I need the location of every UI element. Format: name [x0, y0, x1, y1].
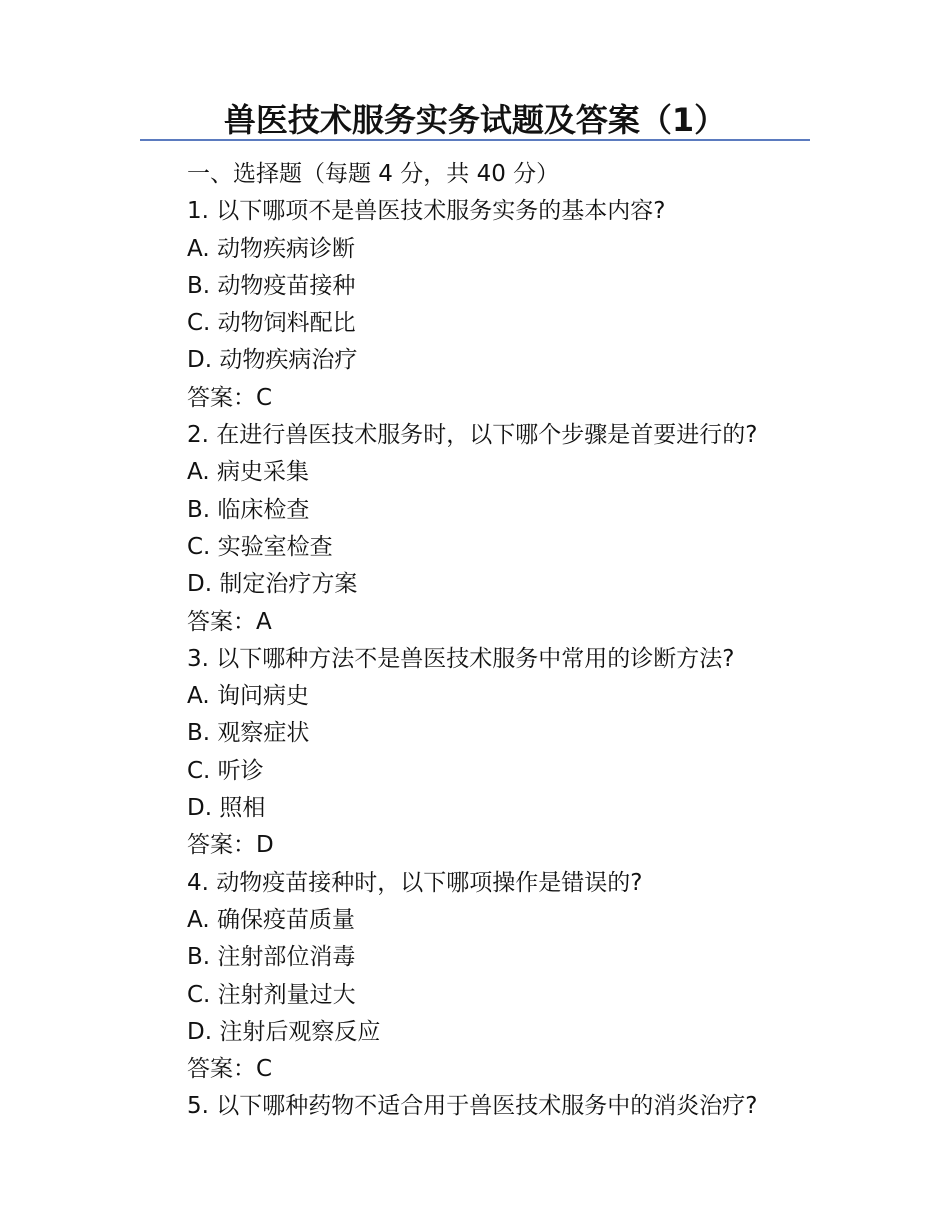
- question-text: 1. 以下哪项不是兽医技术服务实务的基本内容?: [187, 198, 666, 225]
- option-c: C. 听诊: [187, 757, 264, 784]
- answer-text: 答案：A: [187, 608, 272, 635]
- option-d: D. 照相: [187, 795, 266, 822]
- answer-text: 答案：D: [187, 832, 274, 859]
- document-title: 兽医技术服务实务试题及答案（1）: [223, 101, 727, 139]
- option-d: D. 动物疾病治疗: [187, 347, 358, 374]
- question-block: [187, 865, 827, 1089]
- option-b: B. 注射部位消毒: [187, 944, 356, 971]
- question-text: 3. 以下哪种方法不是兽医技术服务中常用的诊断方法?: [187, 645, 735, 672]
- section-heading: 一、选择题（每题 4 分，共 40 分）: [187, 161, 560, 187]
- option-c: C. 注射剂量过大: [187, 981, 356, 1008]
- question-block: [187, 193, 827, 417]
- question-block: [187, 641, 827, 865]
- option-a: A. 动物疾病诊断: [187, 235, 355, 262]
- answer-text: 答案：C: [187, 1056, 273, 1083]
- option-a: A. 病史采集: [187, 459, 309, 486]
- question-block: [187, 1088, 827, 1125]
- option-c: C. 动物饲料配比: [187, 310, 356, 337]
- question-text: 2. 在进行兽医技术服务时，以下哪个步骤是首要进行的?: [187, 422, 758, 449]
- option-c: C. 实验室检查: [187, 533, 333, 560]
- option-d: D. 制定治疗方案: [187, 571, 358, 598]
- question-text: 4. 动物疫苗接种时，以下哪项操作是错误的?: [187, 869, 643, 896]
- option-a: A. 询问病史: [187, 683, 309, 710]
- title-underline: [140, 139, 810, 141]
- option-b: B. 动物疫苗接种: [187, 272, 356, 299]
- option-d: D. 注射后观察反应: [187, 1018, 381, 1045]
- question-text: 5. 以下哪种药物不适合用于兽医技术服务中的消炎治疗?: [187, 1093, 758, 1120]
- document-body: [187, 156, 827, 1126]
- option-a: A. 确保疫苗质量: [187, 906, 355, 933]
- option-b: B. 临床检查: [187, 496, 310, 523]
- question-block: [187, 417, 827, 641]
- option-b: B. 观察症状: [187, 720, 310, 747]
- answer-text: 答案：C: [187, 384, 273, 411]
